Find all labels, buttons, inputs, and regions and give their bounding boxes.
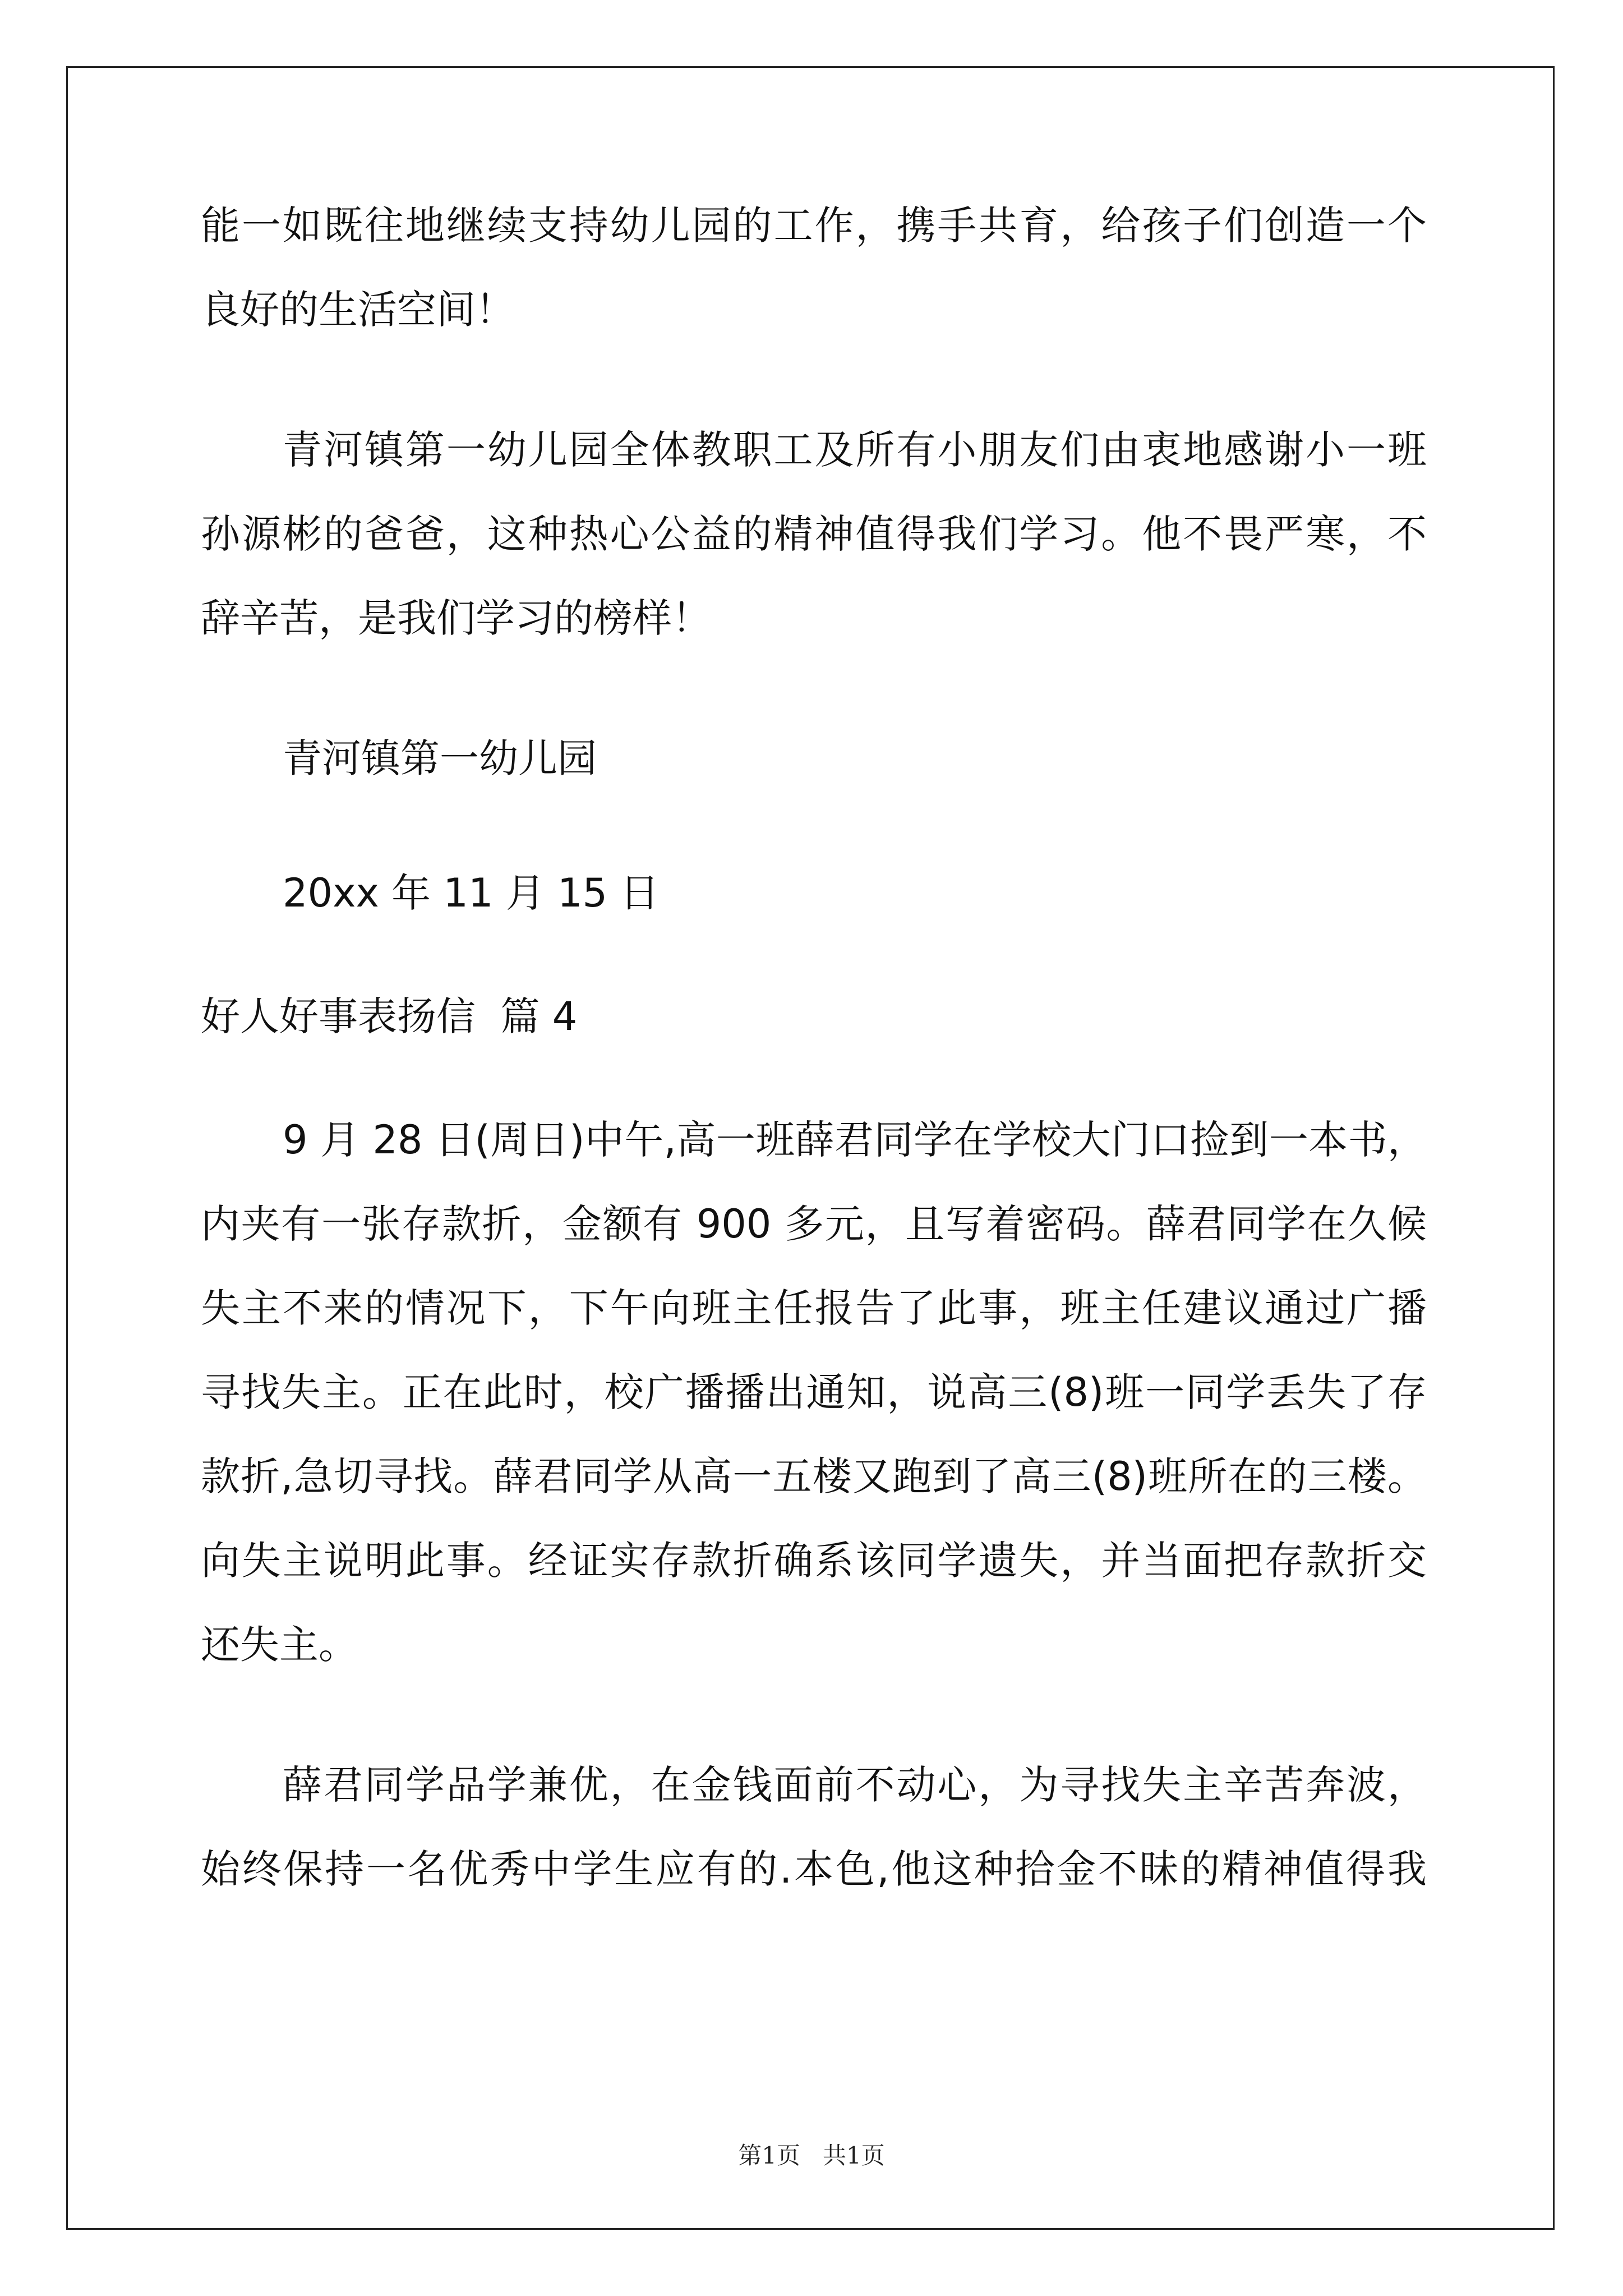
text-line: 9 月 28 日(周日)中午,高一班薛君同学在学校大门口捡到一本书， bbox=[283, 1117, 1427, 1163]
text-line: 寻找失主。正在此时，校广播播出通知，说高三(8)班一同学丢失了存 bbox=[201, 1369, 1427, 1415]
text-line: 良好的生活空间！ bbox=[201, 287, 515, 333]
text-line: 款折,急切寻找。薛君同学从高一五楼又跑到了高三(8)班所在的三楼。 bbox=[201, 1453, 1427, 1499]
signature-date: 20xx 年 11 月 15 日 bbox=[283, 870, 660, 916]
text-line: 内夹有一张存款折，金额有 900 多元，且写着密码。薛君同学在久候 bbox=[201, 1201, 1427, 1247]
text-line: 始终保持一名优秀中学生应有的.本色,他这种拾金不昧的精神值得我 bbox=[201, 1846, 1427, 1892]
text-line: 向失主说明此事。经证实存款折确系该同学遗失，并当面把存款折交 bbox=[201, 1538, 1427, 1584]
section-heading: 好人好事表扬信 篇 4 bbox=[201, 993, 578, 1039]
page-footer: 第1页 共1页 bbox=[738, 2142, 885, 2169]
text-line: 青河镇第一幼儿园全体教职工及所有小朋友们由衷地感谢小一班 bbox=[283, 427, 1427, 473]
text-line: 能一如既往地继续支持幼儿园的工作，携手共育，给孩子们创造一个 bbox=[201, 203, 1427, 249]
text-line: 还失主。 bbox=[201, 1622, 358, 1668]
text-line: 失主不来的情况下，下午向班主任报告了此事，班主任建议通过广播 bbox=[201, 1285, 1427, 1331]
text-line: 孙源彬的爸爸，这种热心公益的精神值得我们学习。他不畏严寒，不 bbox=[201, 511, 1427, 557]
signature-org: 青河镇第一幼儿园 bbox=[283, 735, 597, 781]
text-line: 辞辛苦，是我们学习的榜样！ bbox=[201, 595, 711, 641]
text-line: 薛君同学品学兼优，在金钱面前不动心，为寻找失主辛苦奔波， bbox=[283, 1762, 1427, 1808]
